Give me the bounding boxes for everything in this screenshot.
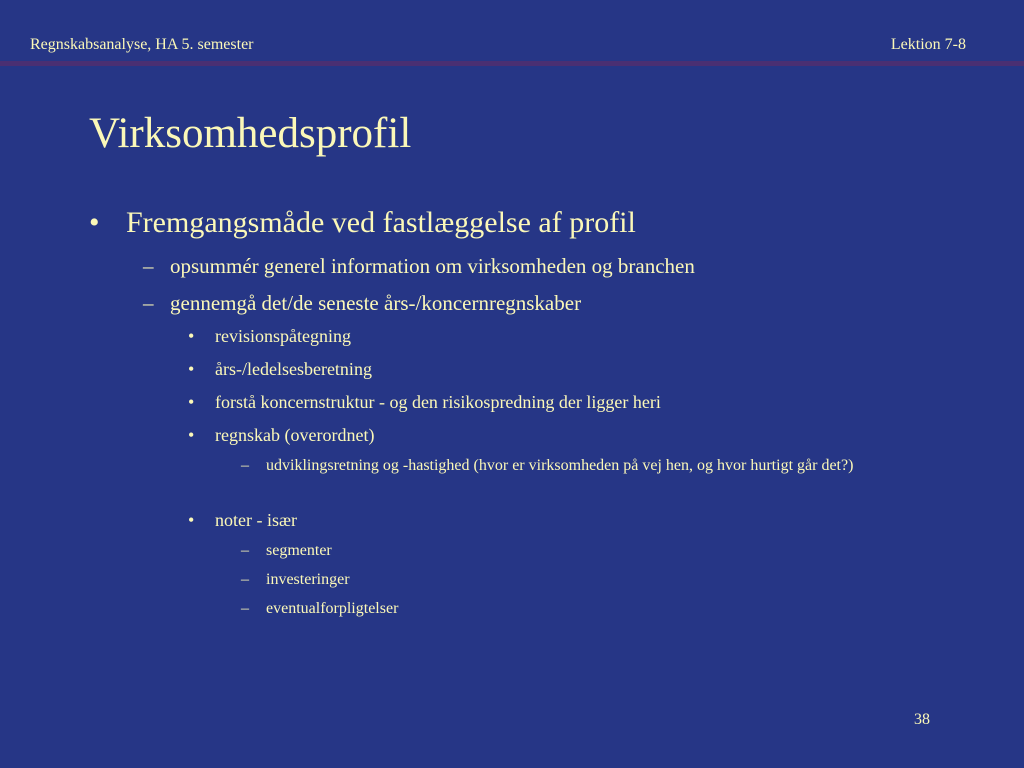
list-item-accounts-overall: regnskab (overordnet) [215, 425, 375, 445]
dash-marker: – [241, 542, 249, 559]
dash-marker: – [143, 254, 154, 278]
list-item-notes: noter - især [215, 510, 297, 530]
header-lecture-label: Lektion 7-8 [890, 36, 966, 53]
list-item-audit-report: revisionspåtegning [215, 326, 351, 346]
dash-marker: – [143, 291, 154, 315]
header-divider [0, 61, 1024, 66]
bullet-marker: • [188, 326, 195, 346]
bullet-marker: • [188, 510, 195, 530]
sub-item-summary: opsummér generel information om virksomheden og branchen [170, 254, 695, 278]
list-item-group-structure: forstå koncernstruktur - og den risikospredning der ligger heri [215, 392, 661, 412]
bullet-marker: • [188, 359, 195, 379]
list-item-management-report: års-/ledelsesberetning [215, 359, 372, 379]
bullet-item-main: Fremgangsmåde ved fastlæggelse af profil [126, 206, 636, 239]
header-course-title: Regnskabsanalyse, HA 5. semester [30, 36, 254, 53]
dash-marker: – [241, 457, 249, 474]
sub-list-item-development: udviklingsretning og -hastighed (hvor er virksomheden på vej hen, og hvor hurtigt går det?) [266, 457, 854, 474]
sub-list-item-segments: segmenter [266, 542, 332, 559]
dash-marker: – [241, 600, 249, 617]
page-number: 38 [914, 711, 930, 728]
bullet-marker: • [188, 392, 195, 412]
sub-item-review-reports: gennemgå det/de seneste års-/koncernregnskaber [170, 291, 582, 315]
bullet-marker: • [89, 206, 100, 239]
slide-title: Virksomhedsprofil [89, 110, 412, 157]
sub-list-item-contingent-liabilities: eventualforpligtelser [266, 600, 399, 617]
sub-list-item-investments: investeringer [266, 571, 350, 588]
dash-marker: – [241, 571, 249, 588]
bullet-marker: • [188, 425, 195, 445]
